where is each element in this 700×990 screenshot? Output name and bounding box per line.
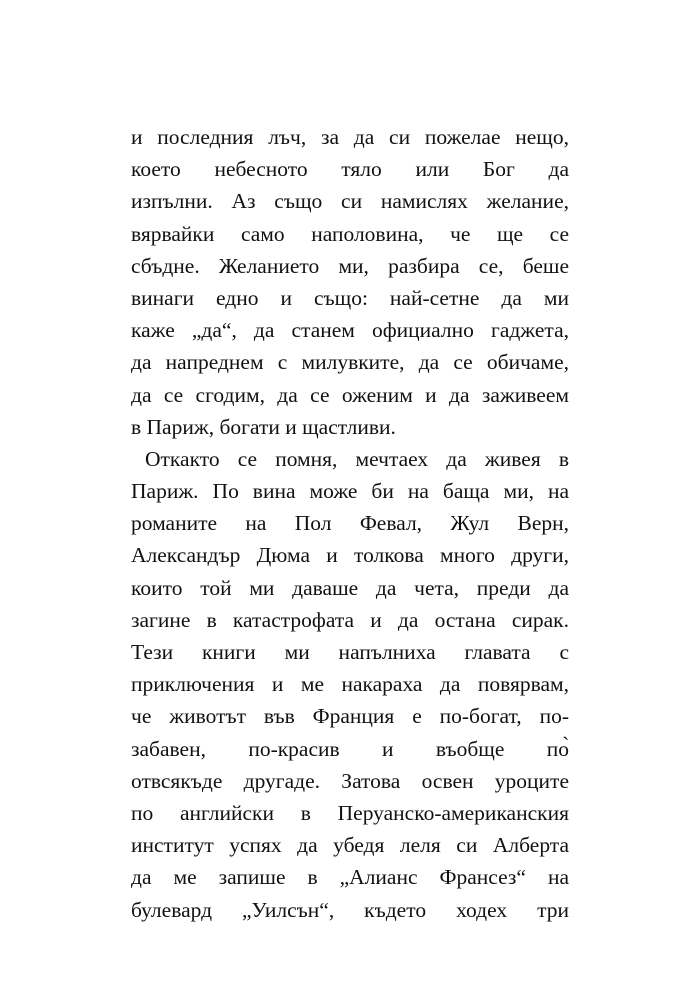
text-line: сбъдне. Желанието ми, разбира се, беше (131, 253, 569, 278)
text-line: забавен, по-красив и въобще по̀ (131, 736, 569, 761)
text-line: които той ми даваше да чета, преди да (131, 575, 569, 600)
text-line: в Париж, богати и щастливи. (131, 414, 396, 439)
text-line: приключения и ме накараха да повярвам, (131, 672, 569, 697)
text-line: Париж. По вина може би на баща ми, на (131, 479, 569, 504)
text-line: да се сгодим, да се оженим и да заживеем (131, 382, 569, 407)
text-line: по английски в Перуанско-американския (131, 800, 569, 825)
text-line: вярвайки само наполовина, че ще се (131, 221, 569, 246)
text-line: институт успях да убедя леля си Алберта (131, 833, 569, 858)
text-line: каже „да“, да станем официално гаджета, (131, 318, 569, 343)
text-line: Откакто се помня, мечтаех да живея в (145, 446, 569, 471)
paragraph-1 (131, 121, 569, 443)
text-line: загине в катастрофата и да остана сирак. (131, 607, 569, 632)
text-line: което небесното тяло или Бог да (131, 157, 569, 182)
text-line: че животът във Франция е по-богат, по- (131, 704, 569, 729)
text-line: изпълни. Аз също си намислях желание, (131, 189, 569, 214)
text-line: Александър Дюма и толкова много други, (131, 543, 569, 568)
text-line: отвсякъде другаде. Затова освен уроците (131, 768, 569, 793)
body-text (131, 121, 569, 926)
text-line: да ме запише в „Алианс Франсез“ на (131, 865, 569, 890)
text-line: и последния лъч, за да си пожелае нещо, (131, 125, 569, 149)
text-line: винаги едно и също: най-сетне да ми (131, 285, 569, 310)
text-line: да напреднем с милувките, да се обичаме, (131, 350, 569, 375)
text-line: романите на Пол Февал, Жул Верн, (131, 511, 569, 536)
paragraph-2 (131, 443, 569, 926)
text-line: булевард „Уилсън“, където ходех три (131, 897, 569, 922)
text-line: Тези книги ми напълниха главата с (131, 640, 569, 664)
